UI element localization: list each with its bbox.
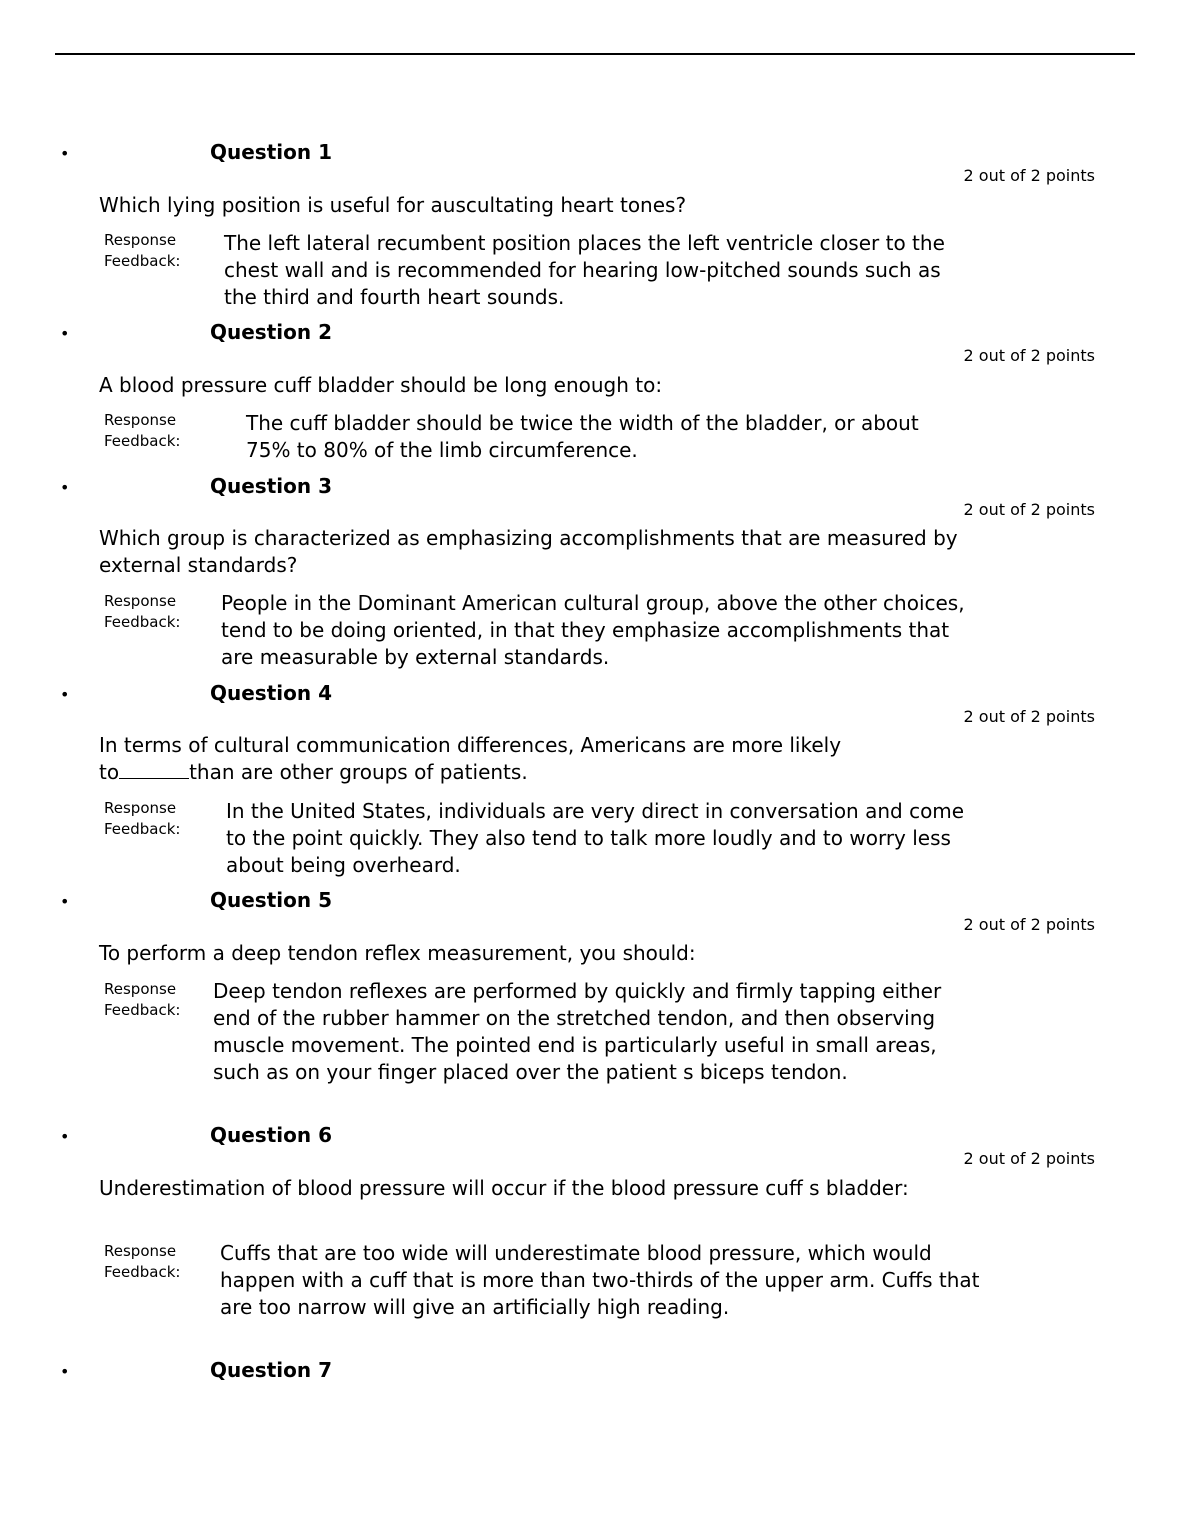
label-line: Response <box>104 592 177 610</box>
label-line: Feedback: <box>104 1263 181 1281</box>
label-line: Feedback: <box>104 613 181 631</box>
question-text: Which group is characterized as emphasizing accomplishments that are measured by external standards? <box>99 526 958 577</box>
label-line: Response <box>104 980 177 998</box>
question-title: Question 5 <box>210 888 332 912</box>
feedback-text: Deep tendon reflexes are performed by quickly and firmly tapping either end of the rubber hammer on the stretched tendon, and then observing muscle movement. The pointed end is particularly useful in small areas, such as on your finger placed over the patient s biceps tendon. <box>213 979 942 1084</box>
question-text-line: In terms of cultural communication differences, Americans are more likely <box>99 733 842 757</box>
points-badge: 2 out of 2 points <box>963 707 1095 726</box>
question-text <box>99 732 979 786</box>
top-divider <box>55 53 1135 55</box>
question-text: Underestimation of blood pressure will occur if the blood pressure cuff s bladder: <box>99 1176 909 1200</box>
feedback-text: In the United States, individuals are very direct in conversation and come to the point quickly. They also tend to talk more loudly and to worry less about being overheard. <box>226 799 965 877</box>
feedback-text: Cuffs that are too wide will underestimate blood pressure, which would happen with a cuff that is more than two-thirds of the upper arm. Cuffs that are too narrow will give an artificially high reading. <box>220 1241 980 1319</box>
label-line: Response <box>104 231 177 249</box>
response-feedback-label <box>104 591 204 633</box>
question-text: A blood pressure cuff bladder should be long enough to: <box>99 373 663 397</box>
bullet: • <box>60 144 70 163</box>
bullet: • <box>60 1127 70 1146</box>
label-line: Response <box>104 411 177 429</box>
bullet: • <box>60 478 70 497</box>
question-text: To perform a deep tendon reflex measurement, you should: <box>99 941 696 965</box>
label-line: Feedback: <box>104 432 181 450</box>
points-badge: 2 out of 2 points <box>963 166 1095 185</box>
bullet: • <box>60 892 70 911</box>
points-badge: 2 out of 2 points <box>963 1149 1095 1168</box>
question-title: Question 3 <box>210 474 332 498</box>
question-title: Question 7 <box>210 1358 332 1382</box>
question-title: Question 6 <box>210 1123 332 1147</box>
label-line: Response <box>104 1242 177 1260</box>
response-feedback-label <box>104 798 204 840</box>
label-line: Response <box>104 799 177 817</box>
question-text: Which lying position is useful for auscultating heart tones? <box>99 193 687 217</box>
label-line: Feedback: <box>104 252 181 270</box>
feedback-text: The cuff bladder should be twice the width of the bladder, or about 75% to 80% of the limb circumference. <box>246 411 919 462</box>
feedback-text: The left lateral recumbent position places the left ventricle closer to the chest wall and is recommended for hearing low-pitched sounds such as the third and fourth heart sounds. <box>224 231 945 309</box>
question-title: Question 1 <box>210 140 332 164</box>
fill-in-blank <box>119 760 189 779</box>
text-post-blank: than are other groups of patients. <box>189 760 528 784</box>
question-title: Question 4 <box>210 681 332 705</box>
bullet: • <box>60 685 70 704</box>
bullet: • <box>60 324 70 343</box>
feedback-text: People in the Dominant American cultural group, above the other choices, tend to be doing oriented, in that they emphasize accomplishments that are measurable by external standards. <box>221 591 965 669</box>
points-badge: 2 out of 2 points <box>963 500 1095 519</box>
response-feedback-label <box>104 230 204 272</box>
label-line: Feedback: <box>104 1001 181 1019</box>
points-badge: 2 out of 2 points <box>963 915 1095 934</box>
points-badge: 2 out of 2 points <box>963 346 1095 365</box>
bullet: • <box>60 1362 70 1381</box>
response-feedback-label <box>104 1241 204 1283</box>
question-title: Question 2 <box>210 320 332 344</box>
text-pre-blank: to <box>99 760 120 784</box>
response-feedback-label <box>104 979 204 1021</box>
label-line: Feedback: <box>104 820 181 838</box>
response-feedback-label <box>104 410 204 452</box>
question-text-line <box>99 759 979 786</box>
